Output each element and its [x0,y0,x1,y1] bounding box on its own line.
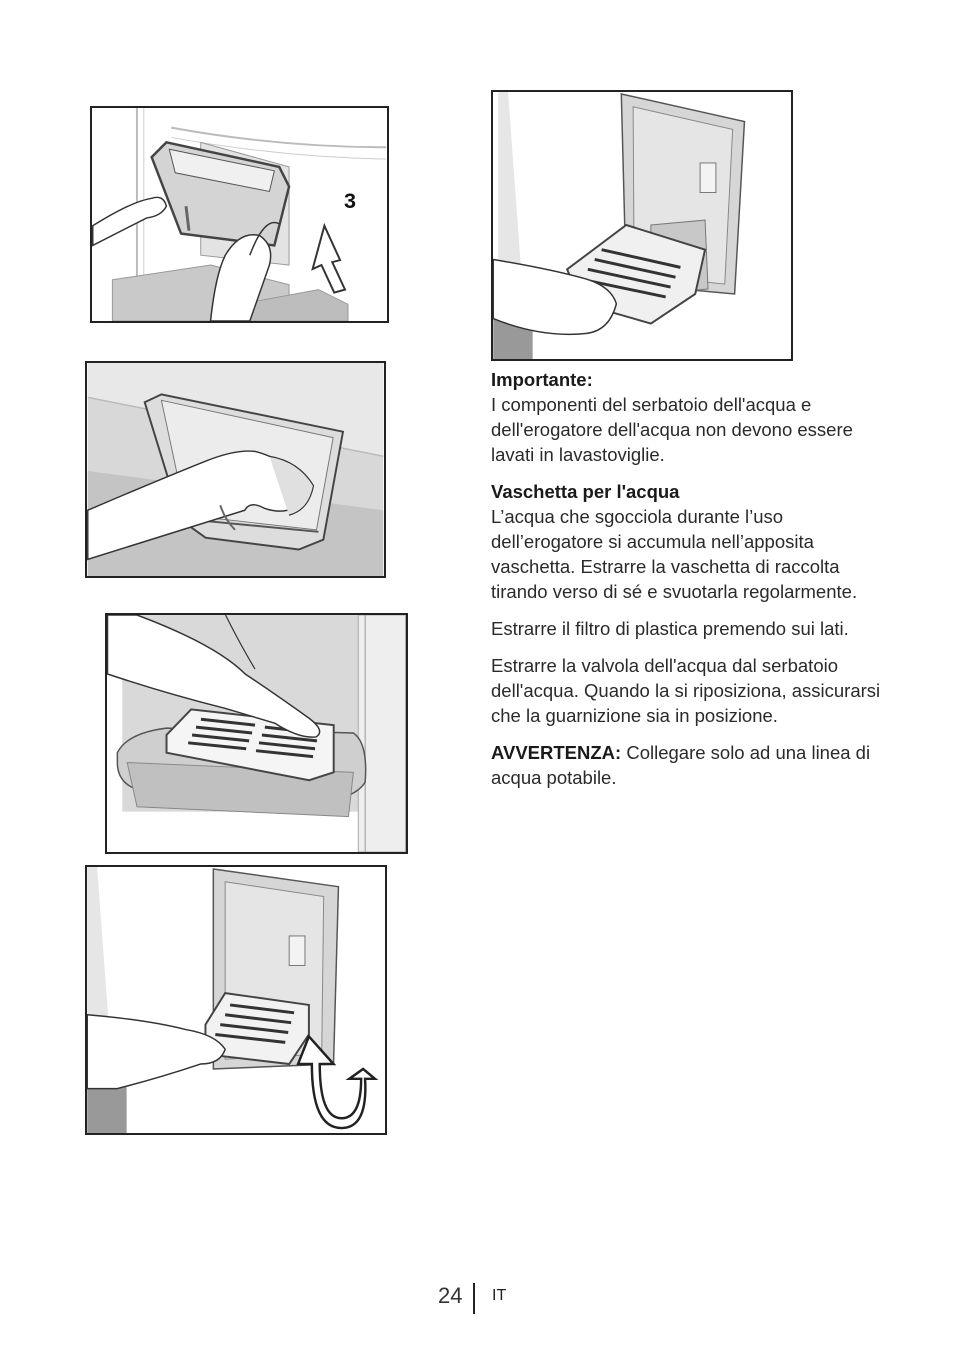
step-number-label: 3 [344,188,357,214]
page-footer [0,1283,954,1315]
vaschetta-heading: Vaschetta per l'acqua [491,481,680,502]
illustration-remove-plastic-filter [105,613,408,854]
filtro-paragraph: Estrarre il filtro di plastica premendo sui lati. [491,618,849,639]
importante-body: I componenti del serbatoio dell'acqua e dell'erogatore dell'acqua non devono essere lavati in lavastoviglie. [491,394,853,465]
filter-press-drawing [107,615,406,852]
warning-label: AVVERTENZA: [491,742,622,763]
valvola-paragraph: Estrarre la valvola dell'acqua dal serbatoio dell'acqua. Quando la si riposiziona, assicurarsi che la guarnizione sia in posizione. [491,655,881,726]
warning-text: Collegare solo ad una linea di acqua potabile. [491,742,871,788]
illustration-remove-water-tank [90,106,389,323]
language-code: IT [492,1287,507,1304]
illustration-clean-water-tank [85,361,386,578]
illustration-pull-out-drip-tray [491,90,793,361]
tray-pull-drawing [493,92,791,359]
tank-cleaning-drawing [87,363,384,576]
tank-removal-drawing [92,108,387,321]
illustration-reinsert-drip-tray [85,865,387,1135]
warning-paragraph [491,740,891,790]
vaschetta-section [491,479,891,604]
page-number: 24 [438,1283,463,1308]
footer-divider [473,1283,475,1314]
tray-reinsert-drawing [87,867,385,1133]
importante-heading: Importante: [491,369,593,390]
importante-section [491,367,891,467]
instructions-column [491,367,891,802]
vaschetta-body: L’acqua che sgocciola durante l’uso dell’erogatore si accumula nell’apposita vaschetta. Estrarre la vaschetta di raccolta tirando verso di sé e svuotarla regolarmente. [491,506,858,602]
